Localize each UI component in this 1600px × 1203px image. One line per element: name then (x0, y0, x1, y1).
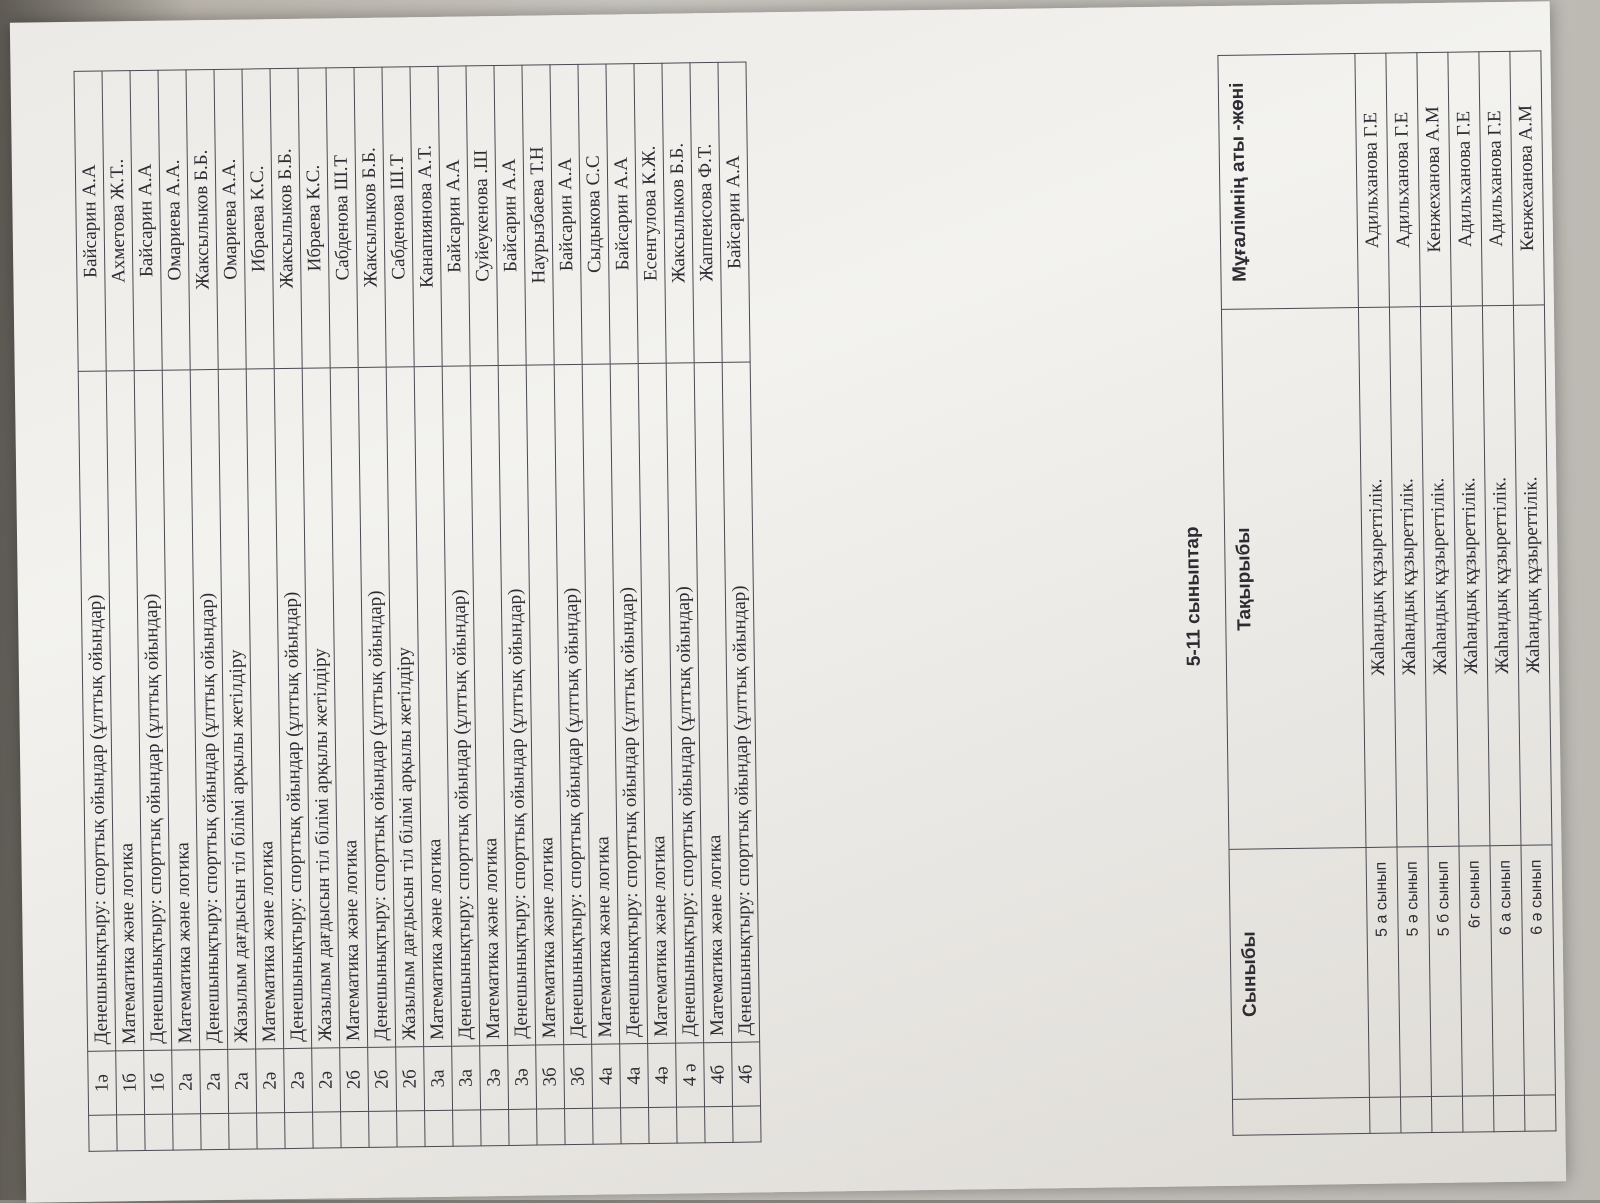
class-cell: 1б (116, 1051, 145, 1115)
teacher-cell: Адильханова Г.Е (1386, 53, 1421, 307)
row-margin-cell (1493, 1095, 1524, 1131)
topic-cell: Денешынықтыру: спорттық ойындар (ұлттық ойындар) (358, 367, 395, 1047)
topic-cell: Математика және логика (694, 362, 731, 1042)
row-margin-cell (649, 1107, 677, 1143)
teacher-cell: Суйеукенова .Ш (466, 66, 498, 366)
class-cell: 6г сынып (1459, 846, 1493, 1096)
topic-cell: Денешынықтыру: спорттық ойындар (ұлттық ойындар) (610, 364, 647, 1044)
teacher-cell: Байсарин А.А (606, 64, 638, 364)
class-cell: 6 а сынып (1490, 845, 1524, 1095)
electives-table-5-11-body (1355, 51, 1556, 1133)
class-cell: 3ә (480, 1045, 509, 1109)
teacher-cell: Канапиянова А.Т. (410, 66, 442, 366)
row-margin-cell (1400, 1097, 1431, 1133)
topic-cell: Денешынықтыру: спорттық ойындар (ұлттық ойындар) (554, 364, 591, 1044)
topic-cell: Математика және логика (106, 371, 143, 1051)
teacher-cell: Байсарин А.А (550, 64, 582, 364)
row-margin-cell (733, 1106, 761, 1142)
topic-cell: Жаһандық құзыреттілік. (1389, 307, 1428, 847)
teacher-cell: Кенжеханова А.М (1510, 51, 1545, 305)
class-cell: 6 ә сынып (1521, 845, 1555, 1095)
class-cell: 4ә (648, 1043, 677, 1107)
teacher-cell: Жаксылыков Б.Б. (270, 68, 302, 368)
teacher-cell: Кенжеханова А.М (1417, 52, 1452, 306)
class-cell: 5 б сынып (1428, 846, 1462, 1096)
topic-cell: Денешынықтыру: спорттық ойындар (ұлттық ойындар) (190, 369, 227, 1049)
teacher-cell: Байсарин А.А (494, 65, 526, 365)
row-margin-cell (481, 1109, 509, 1145)
row-margin-cell (117, 1115, 145, 1151)
row-margin-cell (1431, 1096, 1462, 1132)
topic-cell: Жаһандық құзыреттілік. (1513, 305, 1552, 845)
teacher-cell: Жаксылыков Б.Б. (354, 67, 386, 367)
class-cell: 4б (704, 1042, 733, 1106)
topic-cell: Математика және логика (162, 370, 199, 1050)
row-margin-cell (313, 1112, 341, 1148)
topic-cell: Математика және логика (526, 365, 563, 1045)
teacher-cell: Байсарин А.А (718, 62, 750, 362)
topic-cell: Жаһандық құзыреттілік. (1482, 305, 1521, 845)
class-cell: 2а (172, 1050, 201, 1114)
teacher-cell: Адильханова Г.Е (1355, 53, 1390, 307)
paper-sheet (10, 1, 1566, 1202)
class-cell: 2б (368, 1047, 397, 1111)
teacher-cell: Есенгулова К.Ж. (634, 63, 666, 363)
topic-cell: Жаһандық құзыреттілік. (1420, 306, 1459, 846)
topic-cell: Математика және логика (414, 366, 451, 1046)
row-margin-cell (509, 1109, 537, 1145)
row-margin-cell (257, 1113, 285, 1149)
header-row (1218, 54, 1370, 1136)
topic-cell: Денешынықтыру: спорттық ойындар (ұлттық ойындар) (722, 362, 759, 1042)
teacher-cell: Байсарин А.А (438, 66, 470, 366)
class-cell: 1ә (88, 1051, 117, 1115)
row-margin-cell (397, 1111, 425, 1147)
class-cell: 1б (144, 1050, 173, 1114)
column-header-title: Тақырыбы (1221, 308, 1366, 850)
class-cell: 2б (396, 1047, 425, 1111)
row-margin-cell (677, 1107, 705, 1143)
teacher-cell: Наурызбаева Т.Н (522, 65, 554, 365)
topic-cell: Жазылым дағдысын тіл білімі арқылы жетілдіру (386, 367, 423, 1047)
class-cell: 4а (620, 1044, 649, 1108)
class-cell: 3б (536, 1045, 565, 1109)
row-margin-cell (369, 1111, 397, 1147)
topic-cell: Денешынықтыру: спорттық ойындар (ұлттық ойындар) (274, 368, 311, 1048)
row-margin-cell (173, 1114, 201, 1150)
electives-table-body (74, 62, 761, 1151)
row-margin-cell (1369, 1097, 1400, 1133)
teacher-cell: Адильханова Г.Е (1448, 52, 1483, 306)
teacher-cell: Адильханова Г.Е (1479, 51, 1514, 305)
row-margin-cell (145, 1114, 173, 1150)
teacher-cell: Жаксылыков Б.Б. (662, 63, 694, 363)
topic-cell: Денешынықтыру: спорттық ойындар (ұлттық ойындар) (666, 363, 703, 1043)
class-cell: 2ә (312, 1048, 341, 1112)
teacher-cell: Ахметова Ж.Т.. (102, 71, 134, 371)
row-margin-cell (593, 1108, 621, 1144)
row-margin-cell (285, 1112, 313, 1148)
topic-cell: Денешынықтыру: спорттық ойындар (ұлттық ойындар) (78, 371, 115, 1051)
class-cell: 3ә (508, 1045, 537, 1109)
class-cell: 2а (228, 1049, 257, 1113)
row-margin-cell (705, 1106, 733, 1142)
row-margin-cell (201, 1113, 229, 1149)
row-margin-cell (89, 1115, 117, 1151)
teacher-cell: Омариева А.А. (158, 70, 190, 370)
teacher-cell: Сыдыкова С.С (578, 64, 610, 364)
class-cell: 2б (340, 1047, 369, 1111)
row-margin-cell (1524, 1095, 1555, 1131)
teacher-cell: Жаппеисова Ф.Т. (690, 62, 722, 362)
topic-cell: Денешынықтыру: спорттық ойындар (ұлттық ойындар) (498, 365, 535, 1045)
topic-cell: Математика және логика (470, 366, 507, 1046)
topic-cell: Математика және логика (330, 367, 367, 1047)
class-cell: 4б (732, 1042, 761, 1106)
row-margin-cell (1462, 1096, 1493, 1132)
topic-cell: Жазылым дағдысын тіл білімі арқылы жетілдіру (218, 369, 255, 1049)
topic-cell: Жазылым дағдысын тіл білімі арқылы жетілдіру (302, 368, 339, 1048)
electives-table-5-11 (1217, 50, 1556, 1135)
row-margin-cell (565, 1108, 593, 1144)
row-margin-cell (229, 1113, 257, 1149)
electives-table-1-4 (74, 62, 762, 1152)
column-header-class: Сыныбы (1229, 847, 1369, 1099)
row-margin-cell (621, 1107, 649, 1143)
row-margin-cell (537, 1109, 565, 1145)
class-cell: 4 ә (676, 1043, 705, 1107)
row-margin-cell (425, 1110, 453, 1146)
topic-cell: Жаһандық құзыреттілік. (1451, 306, 1490, 846)
teacher-cell: Сабденова Ш.Т (382, 67, 414, 367)
row-margin-cell (453, 1110, 481, 1146)
document-page (45, 12, 1546, 1192)
class-cell: 2а (200, 1049, 229, 1113)
section-heading: 5-11 сыныптар (1181, 526, 1205, 667)
teacher-cell: Сабденова Ш.Т (326, 68, 358, 368)
row-margin-cell (341, 1111, 369, 1147)
topic-cell: Математика және логика (638, 363, 675, 1043)
teacher-cell: Ибраева К.С. (298, 68, 330, 368)
class-cell: 5 ә сынып (1397, 847, 1431, 1097)
topic-cell: Денешынықтыру: спорттық ойындар (ұлттық ойындар) (442, 366, 479, 1046)
teacher-cell: Омариева А.А. (214, 69, 246, 369)
class-cell: 3а (424, 1046, 453, 1110)
topic-cell: Жаһандық құзыреттілік. (1358, 307, 1397, 847)
teacher-cell: Ибраева К.С. (242, 69, 274, 369)
teacher-cell: Байсарин А.А (74, 71, 106, 371)
class-cell: 2ә (256, 1049, 285, 1113)
column-header-teacher: Мұғалімнің аты -жөні (1218, 54, 1359, 310)
class-cell: 5 а сынып (1366, 847, 1400, 1097)
teacher-cell: Байсарин А.А (130, 70, 162, 370)
topic-cell: Денешынықтыру: спорттық ойындар (ұлттық ойындар) (134, 370, 171, 1050)
topic-cell: Математика және логика (246, 369, 283, 1049)
class-cell: 3а (452, 1046, 481, 1110)
class-cell: 3б (564, 1044, 593, 1108)
topic-cell: Математика және логика (582, 364, 619, 1044)
teacher-cell: Жаксылыков Б.Б. (186, 69, 218, 369)
class-cell: 4а (592, 1044, 621, 1108)
class-cell: 2ә (284, 1048, 313, 1112)
empty-header-cell (1232, 1097, 1369, 1135)
